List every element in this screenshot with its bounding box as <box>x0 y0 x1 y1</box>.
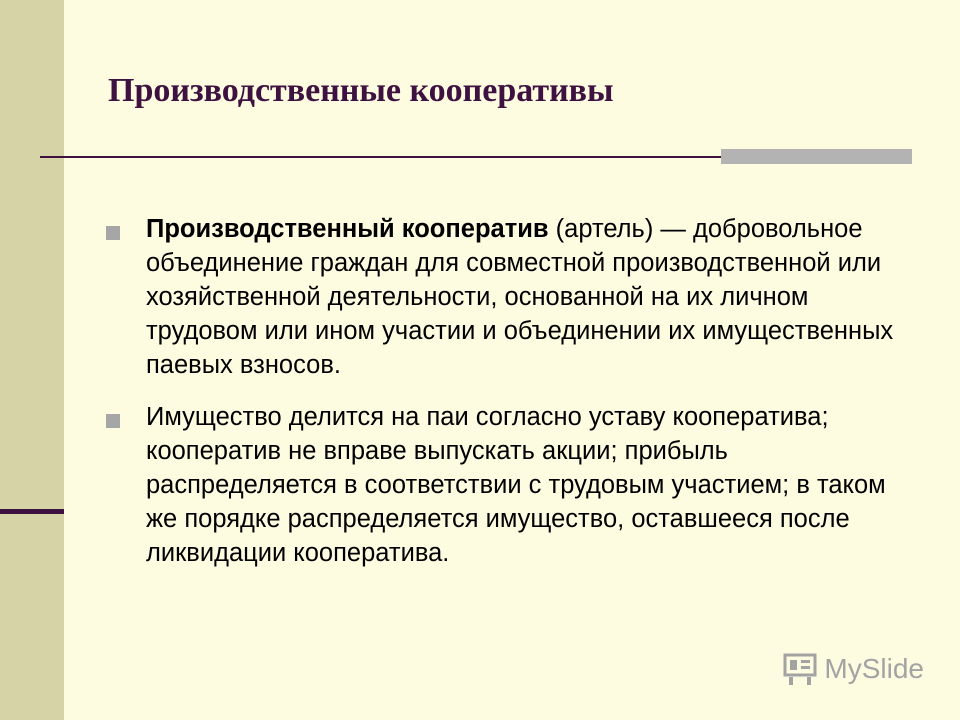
slide-title: Производственные кооперативы <box>108 72 614 109</box>
title-rule-block <box>721 149 912 164</box>
bullet-square-icon <box>106 414 120 428</box>
bullet-square-icon <box>106 226 120 240</box>
bullet-item <box>106 212 906 382</box>
side-accent-bar <box>0 509 64 514</box>
watermark-text: MySlide <box>824 653 924 684</box>
bullet-text: Имущество делится на паи согласно уставу кооператива; кооператив не вправе выпускать акции; прибыль распределяется в соответствии с трудовым участием; в таком же порядке распределяется имущество, оставшееся после ликвидации кооператива. <box>146 403 886 567</box>
bullet-text: (артель) — добровольное объединение граждан для совместной производственной или хозяйственной деятельности, основанной на их личном трудовом или ином участии и объединении их имущественных паевых взносов. <box>146 215 894 379</box>
watermark <box>782 652 924 686</box>
side-band <box>0 0 64 720</box>
classroom-icon <box>782 652 818 686</box>
bullet-term: Производственный кооператив <box>146 215 549 243</box>
bullet-item <box>106 400 906 570</box>
bullet-list <box>106 212 906 588</box>
